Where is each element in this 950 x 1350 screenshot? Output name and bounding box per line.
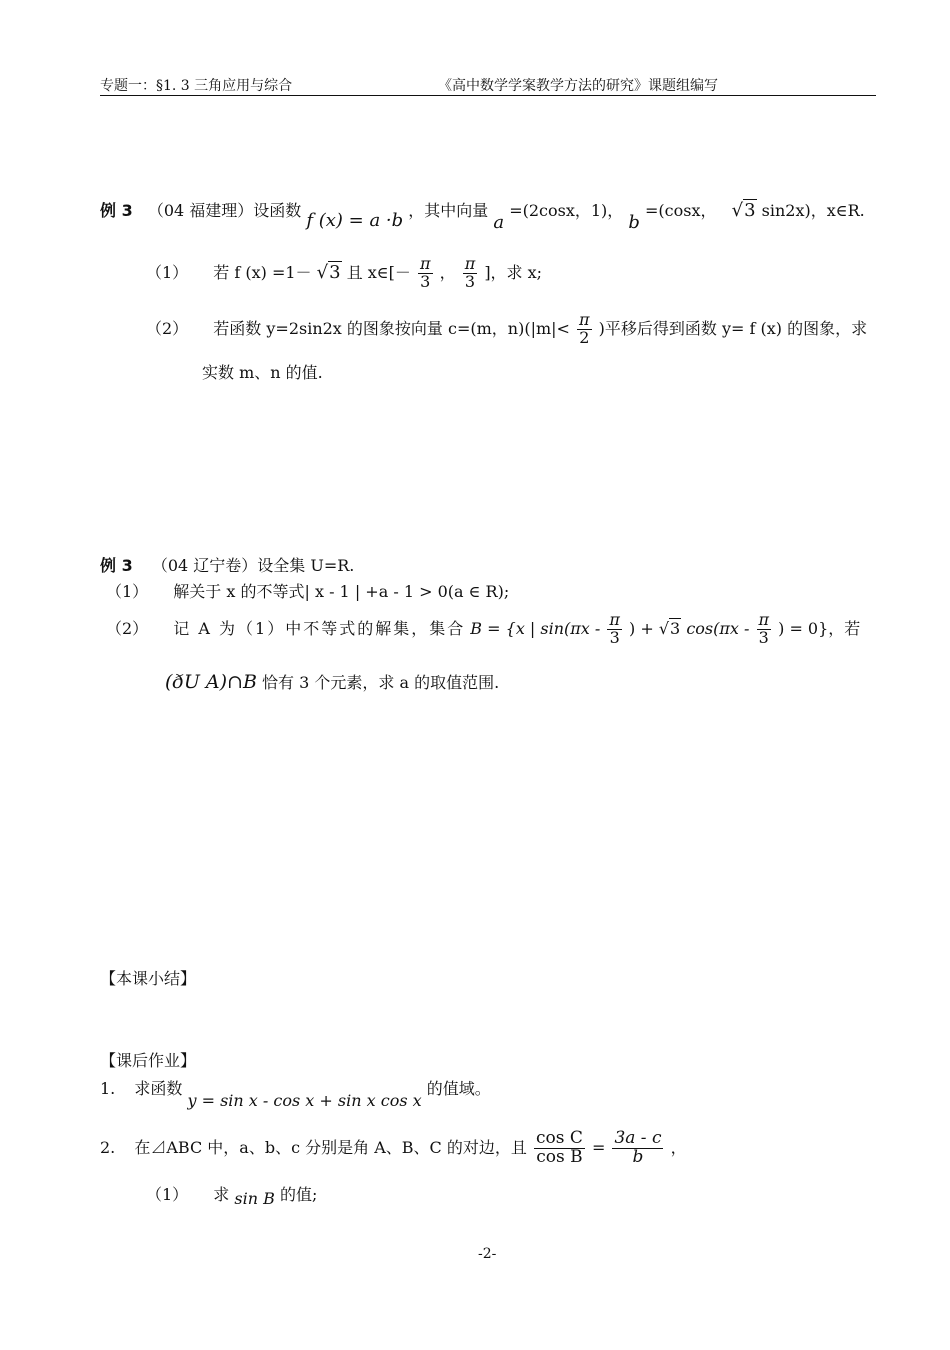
example2-q1 xyxy=(106,579,509,602)
example2-q2-text1: 记 A 为（1）中不等式的解集，集合 xyxy=(173,618,466,638)
homework-item2-comma: ， xyxy=(670,1137,687,1157)
frac-cosc-cosb-den: cos B xyxy=(536,1146,583,1167)
example2-q1-text: 解关于 x 的不等式| x - 1 | +a - 1 > 0(a ∈ R); xyxy=(173,582,510,601)
homework-item1-text1: 求函数 xyxy=(134,1079,183,1098)
sqrt3-c: √3 xyxy=(658,618,681,638)
homework-item1-formula: y = sin x - cos x + sin x cos x xyxy=(187,1091,422,1110)
example1-q2 xyxy=(146,312,867,347)
summary-title: 【本课小结】 xyxy=(100,969,197,988)
frac-pi-2 xyxy=(577,312,592,347)
example1-mid: ，其中向量 xyxy=(408,201,489,220)
frac-pi-2-den: 2 xyxy=(579,327,590,347)
homework-item2-num: 2. xyxy=(100,1137,116,1157)
example1-source: （04 福建理）设函数 xyxy=(147,201,302,220)
example1-q1-text1: 若 f (x) =1－ xyxy=(213,262,312,282)
header-left: 专题一：§1. 3 三角应用与综合 xyxy=(100,78,293,94)
homework-title: 【课后作业】 xyxy=(100,1051,197,1070)
frac-pi-3-c xyxy=(607,612,622,647)
example2-q2-num: （2） xyxy=(106,618,149,638)
example1-line1 xyxy=(100,198,865,233)
example1-q2-text2: )平移后得到函数 y= f (x) 的图象，求 xyxy=(598,318,868,338)
frac-cosc-cosb-num: cos C xyxy=(535,1128,583,1148)
vector-a: a xyxy=(493,212,505,233)
example1-q1-num: （1） xyxy=(146,262,189,282)
sqrt3-b-radicand: 3 xyxy=(329,261,341,283)
homework-item2-text1: 在⊿ABC 中，a、b、c 分别是角 A、B、C 的对边，且 xyxy=(134,1137,527,1157)
frac-3a-c-b xyxy=(612,1130,663,1167)
homework-item1-num: 1. xyxy=(100,1079,116,1098)
frac-pi-3-b xyxy=(463,256,478,291)
example1-q2-line2: 实数 m、n 的值. xyxy=(202,363,323,382)
sqrt3-a-radicand: 3 xyxy=(744,200,756,221)
frac-pi-2-num: π xyxy=(579,310,590,329)
frac-pi-3-b-den: 3 xyxy=(464,271,476,291)
vector-b-def: =(cosx， xyxy=(645,201,717,220)
homework-sub1-formula: sin B xyxy=(234,1189,275,1208)
header-rule xyxy=(100,95,876,96)
header-right: 《高中数学学案教学方法的研究》课题组编写 xyxy=(438,78,718,94)
example2-q2-line2 xyxy=(165,670,499,693)
homework-sub1-text1: 求 xyxy=(213,1185,230,1204)
frac-pi-3-d-num: π xyxy=(758,610,770,629)
frac-pi-3-b-num: π xyxy=(464,254,476,273)
frac-pi-3-d-den: 3 xyxy=(758,627,769,647)
example2-source: （04 辽宁卷）设全集 U=R. xyxy=(151,556,355,575)
example1-q2-num: （2） xyxy=(146,318,189,338)
example2-q2 xyxy=(106,612,860,647)
frac-pi-3-a-den: 3 xyxy=(420,271,431,291)
example1-q1-text2: 且 x∈[－ xyxy=(346,262,411,282)
example1-q1 xyxy=(146,256,542,291)
homework-sub1-text2: 的值; xyxy=(279,1185,318,1204)
example2-label: 例 3 xyxy=(100,556,133,575)
homework-item1 xyxy=(100,1076,491,1110)
frac-3a-c-b-den: b xyxy=(632,1146,644,1167)
frac-pi-3-c-den: 3 xyxy=(609,627,620,647)
vector-a-def: =(2cosx，1)， xyxy=(509,201,624,220)
example2-line1 xyxy=(100,553,354,576)
vector-b-def2: sin2x)，x∈R. xyxy=(761,201,865,220)
homework-item2-eq: = xyxy=(591,1137,606,1157)
example1-fx: f (x) = a ·b xyxy=(306,210,404,231)
example1-q1-text3: ， xyxy=(439,262,456,282)
frac-pi-3-a-num: π xyxy=(419,254,431,273)
example2-q1-num: （1） xyxy=(106,582,149,601)
homework-item2 xyxy=(100,1130,687,1167)
set-b-part1: B = {x | sin(πx - xyxy=(470,618,601,638)
example1-q2-text1: 若函数 y=2sin2x 的图象按向量 c=(m，n)(|m|< xyxy=(213,318,570,338)
homework-item2-sub1 xyxy=(146,1182,318,1208)
sqrt3-c-radicand: 3 xyxy=(670,618,681,638)
frac-3a-c-b-num: 3a - c xyxy=(614,1128,662,1148)
example1-label: 例 3 xyxy=(100,201,133,220)
homework-item1-text2: 的值域。 xyxy=(426,1079,491,1098)
vector-b: b xyxy=(628,212,640,233)
frac-pi-3-d xyxy=(757,612,772,647)
sqrt3-a: √3 xyxy=(731,200,756,221)
frac-pi-3-a xyxy=(418,256,433,291)
frac-cosc-cosb xyxy=(534,1130,585,1167)
page-number: -2- xyxy=(478,1246,497,1262)
sqrt3-b: √3 xyxy=(316,261,341,283)
set-b-part2: ) + xyxy=(629,618,654,638)
set-b-part3: cos(πx - xyxy=(686,618,750,638)
homework-sub1-num: （1） xyxy=(146,1185,189,1204)
set-b-part4: ) = 0}，若 xyxy=(778,618,861,638)
example2-q2-text3: 恰有 3 个元素，求 a 的取值范围. xyxy=(262,673,500,692)
complement-intersection: (ðU A)∩B xyxy=(165,671,257,693)
frac-pi-3-c-num: π xyxy=(609,610,620,629)
example1-q1-text4: ]，求 x; xyxy=(484,262,543,282)
